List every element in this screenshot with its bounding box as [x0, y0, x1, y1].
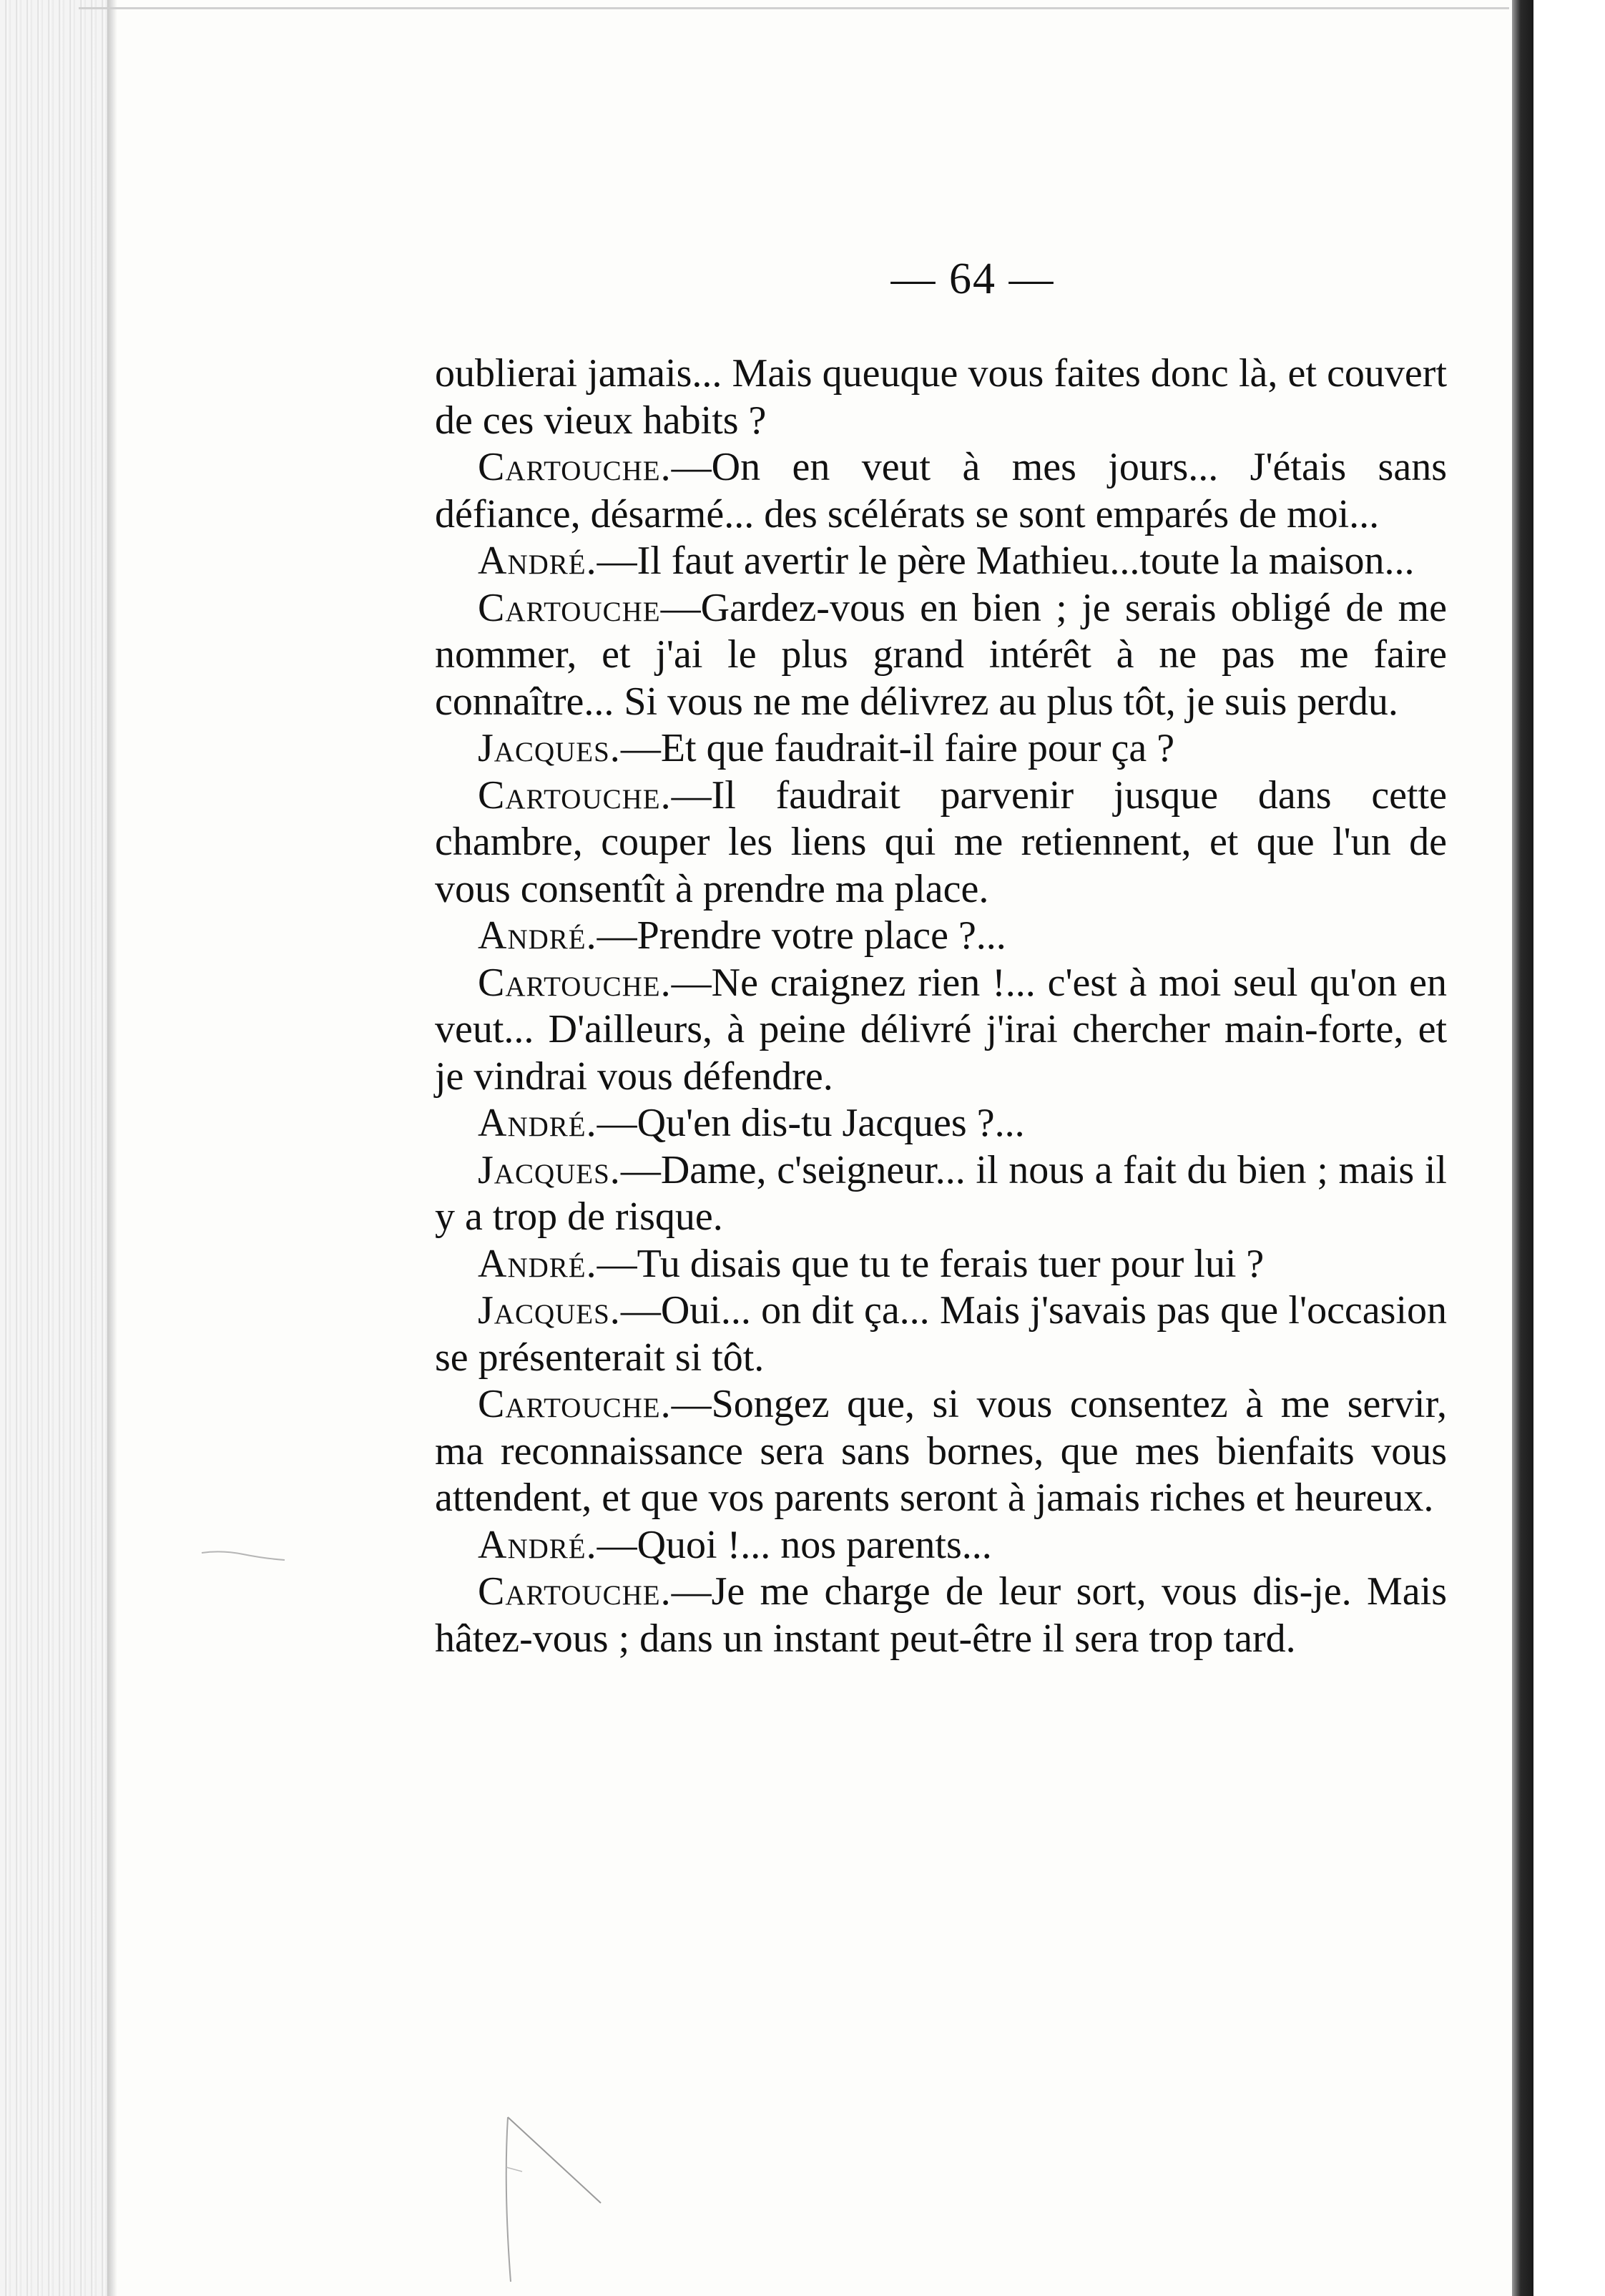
paragraph-text: —Gardez-vous en bien ; je serais obligé de me nommer, et j'ai le plus grand intérêt à ne pas me faire connaître... Si vous ne me délivrez au plus tôt, je suis perdu. — [435, 585, 1447, 724]
paragraph-text: oublierai jamais... Mais queuque vous faites donc là, et couvert de ces vieux habits ? — [435, 351, 1447, 443]
top-page-edge — [79, 7, 1509, 9]
paragraph-text: —Songez que, si vous consentez à me servir, ma reconnaissance sera sans bornes, que mes bienfaits vous attendent, et que vos parents seront à jamais riches et heureux. — [435, 1382, 1447, 1520]
paragraph-text: —Il faudrait parvenir jusque dans cette chambre, couper les liens qui me retiennent, et que l'un de vous consentît à prendre ma place. — [435, 772, 1447, 911]
speaker-name: Jacques. — [478, 1147, 621, 1192]
speaker-name: André. — [478, 1522, 597, 1567]
paragraph — [435, 1147, 1447, 1241]
paragraph — [435, 444, 1447, 538]
paragraph-text: —Quoi !... nos parents... — [597, 1522, 992, 1567]
paragraph-text: —Tu disais que tu te ferais tuer pour lui ? — [597, 1241, 1265, 1286]
paragraph — [435, 585, 1447, 726]
gutter-shadow — [107, 0, 117, 2296]
speaker-name: André. — [478, 1241, 597, 1286]
paragraph-text: —Qu'en dis-tu Jacques ?... — [597, 1101, 1025, 1145]
paragraph — [435, 1241, 1447, 1288]
paragraph — [435, 1569, 1447, 1662]
body-text — [435, 350, 1447, 1662]
paragraph — [435, 772, 1447, 913]
speaker-name: André. — [478, 1101, 597, 1145]
page-number: — 64 — — [890, 255, 1055, 303]
paragraph-text: —Je me charge de leur sort, vous dis-je. Mais hâtez-vous ; dans un instant peut-être il sera trop tard. — [435, 1569, 1447, 1661]
paragraph — [435, 913, 1447, 960]
speaker-name: Cartouche — [478, 585, 661, 630]
paragraph-text: —Dame, c'seigneur... il nous a fait du bien ; mais il y a trop de risque. — [435, 1147, 1447, 1239]
speaker-name: Cartouche. — [478, 1382, 672, 1426]
margin-smudge — [200, 1549, 286, 1563]
paragraph — [435, 1522, 1447, 1569]
paragraph-text: —Ne craignez rien !... c'est à moi seul qu'on en veut... D'ailleurs, à peine délivré j'irai chercher main-forte, et je vindrai vous défendre. — [435, 960, 1447, 1099]
paragraph-text: —On en veut à mes jours... J'étais sans défiance, désarmé... des scélérats se sont emparés de moi... — [435, 445, 1447, 536]
paragraph — [435, 1381, 1447, 1522]
paragraph — [435, 725, 1447, 772]
speaker-name: Cartouche. — [478, 1569, 672, 1614]
paragraph-text: —Oui... on dit ça... Mais j'savais pas que l'occasion se présenterait si tôt. — [435, 1288, 1447, 1380]
paragraph — [435, 350, 1447, 444]
speaker-name: André. — [478, 539, 597, 583]
paragraph-text: —Il faut avertir le père Mathieu...toute la maison... — [597, 539, 1415, 583]
paragraph-text: —Prendre votre place ?... — [597, 913, 1006, 958]
right-binding-edge — [1512, 0, 1533, 2296]
right-margin — [1533, 0, 1605, 2296]
stacked-page-edges — [0, 0, 107, 2296]
paragraph — [435, 960, 1447, 1101]
speaker-name: Jacques. — [478, 726, 621, 770]
speaker-name: Cartouche. — [478, 772, 672, 818]
paragraph-text: —Et que faudrait-il faire pour ça ? — [620, 726, 1175, 770]
paragraph — [435, 1100, 1447, 1147]
speaker-name: Cartouche. — [478, 960, 672, 1005]
speaker-name: Jacques. — [478, 1288, 621, 1333]
paragraph — [435, 1287, 1447, 1381]
speaker-name: Cartouche. — [478, 445, 672, 489]
paragraph — [435, 538, 1447, 585]
speaker-name: André. — [478, 913, 597, 958]
pencil-mark — [494, 2103, 608, 2289]
